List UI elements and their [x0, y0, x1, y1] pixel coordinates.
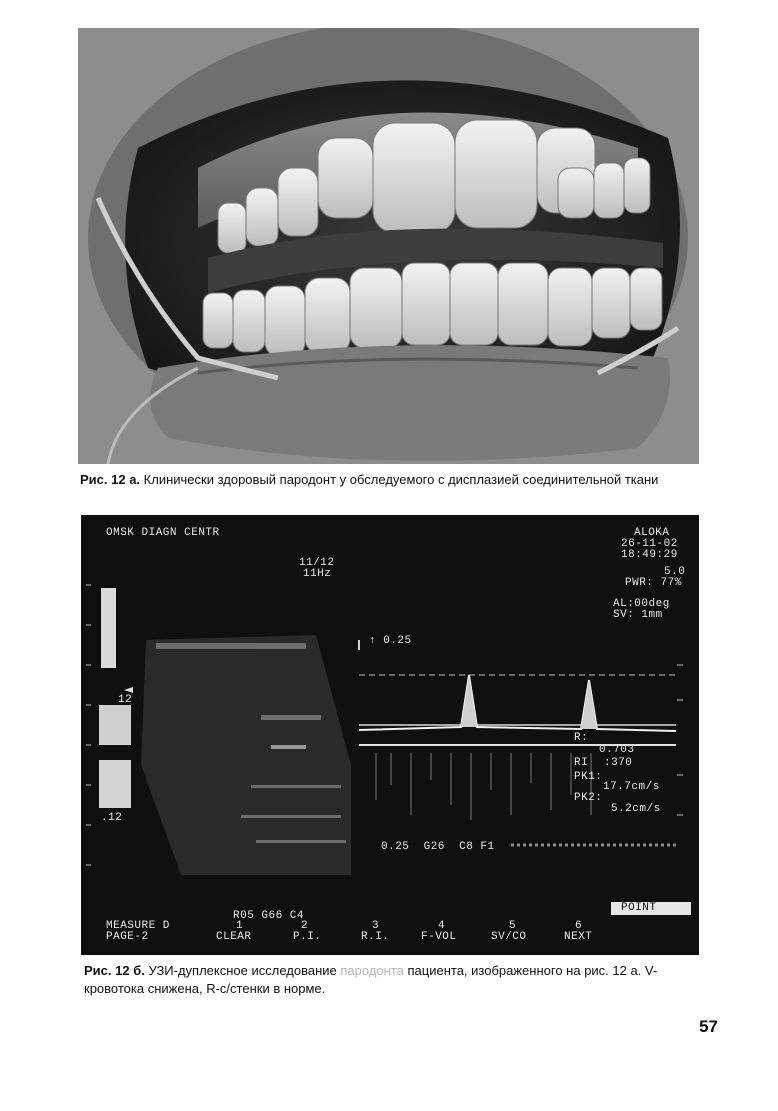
figure-b-faded-word: пародонта [340, 963, 404, 978]
page-number: 57 [699, 1017, 718, 1036]
r-label: R: [574, 732, 589, 744]
figure-b-line-2: кровотока снижена, R-с/стенки в норме. [84, 981, 326, 996]
dental-photo [78, 28, 699, 464]
power-readout: PWR: 77% [625, 577, 682, 589]
pk1-label: PK1: [574, 771, 603, 783]
menu-key-4: 4 [438, 920, 446, 932]
figure-b-caption [84, 962, 704, 998]
figure-a-caption [80, 471, 720, 489]
menu-fvol: F-VOL [421, 931, 457, 943]
menu-key-5: 5 [509, 920, 517, 932]
bmode-settings: R05 G66 C4 [233, 910, 305, 922]
doppler-settings: 0.25 G26 C8 F1 [381, 841, 495, 853]
figure-b-text-1: УЗИ-дуплексное исследование [148, 963, 337, 978]
velocity-scale-top: ↑ 0.25 [369, 635, 412, 647]
menu-page: PAGE-2 [106, 931, 149, 943]
pk2-value: 5.2cm/s [611, 803, 661, 815]
menu-ri: R.I. [361, 931, 390, 943]
menu-key-2: 2 [301, 920, 309, 932]
ri-value: 0.703 [599, 744, 635, 756]
menu-key-6: 6 [575, 920, 583, 932]
probe-line-2: 11Hz [303, 568, 332, 580]
probe-line-1: 11/12 [299, 557, 335, 569]
brand-label: ALOKA [634, 527, 670, 539]
menu-next: NEXT [564, 931, 593, 943]
ri2-label: RI [574, 757, 589, 769]
gain-value: 5.0 [664, 566, 686, 578]
pk1-value: 17.7cm/s [603, 781, 660, 793]
point-button: POINT [621, 902, 657, 914]
figure-a-text: Клинически здоровый пародонт у обследуемого с дисплазией соединительной ткани [143, 472, 659, 487]
dental-photo-drawing [78, 28, 699, 464]
figure-b-label: Рис. 12 б. [84, 963, 145, 978]
menu-measure: MEASURE D [106, 920, 170, 932]
depth-marker-012: .12 [101, 812, 123, 824]
menu-svco: SV/CO [491, 931, 527, 943]
ultrasound-graphics [81, 515, 699, 955]
sample-volume-readout: SV: 1mm [613, 609, 663, 621]
figure-a-label: Рис. 12 а. [80, 472, 141, 487]
exam-date: 26-11-02 [621, 538, 678, 550]
ri2-value: :370 [604, 757, 633, 769]
menu-clear: CLEAR [216, 931, 252, 943]
pk2-label: PK2: [574, 792, 603, 804]
figure-b-text-2: пациента, изображенного на рис. 12 а. V- [407, 963, 658, 978]
center-name: OMSK DIAGN CENTR [106, 527, 220, 539]
ultrasound-screen [81, 515, 699, 955]
angle-readout: AL:00deg [613, 598, 670, 610]
depth-marker-12: 12 [118, 694, 133, 706]
menu-pi: P.I. [293, 931, 322, 943]
exam-time: 18:49:29 [621, 549, 678, 561]
menu-key-1: 1 [236, 920, 244, 932]
menu-key-3: 3 [372, 920, 380, 932]
